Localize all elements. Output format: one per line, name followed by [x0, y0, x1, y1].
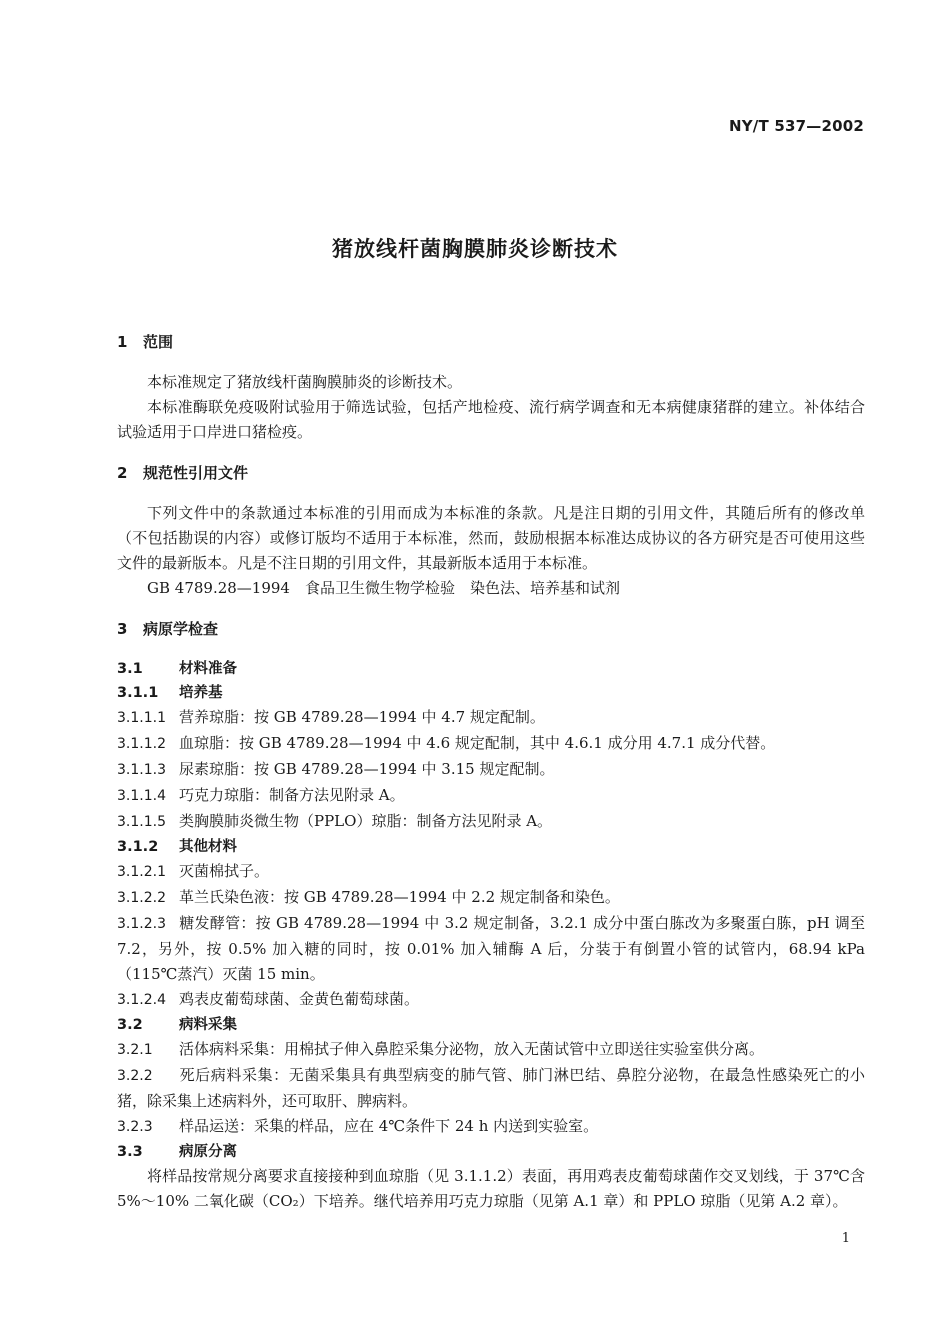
standard-code: NY/T 537—2002: [728, 117, 864, 135]
page-number: 1: [841, 1231, 850, 1246]
section-2-paragraph: 下列文件中的条款通过本标准的引用而成为本标准的条款。凡是注日期的引用文件，其随后所有的修改单（不包括勘误的内容）或修订版均不适用于本标准，然而，鼓励根据本标准达成协议的各方研究是否可使用这些文件的最新版本。凡是不注日期的引用文件，其最新版本适用于本标准。: [117, 504, 865, 572]
clause-item: 3.2.1 活体病料采集：用棉拭子伸入鼻腔采集分泌物，放入无菌试管中立即送往实验室供分离。: [117, 1040, 765, 1058]
clause-item: 3.1.1.4 巧克力琼脂：制备方法见附录 A。: [117, 786, 405, 804]
section-3-1-heading: 3.1 材料准备: [117, 661, 237, 677]
clause-item: 3.1.1.5 类胸膜肺炎微生物（PPLO）琼脂：制备方法见附录 A。: [117, 812, 553, 830]
section-3-3-heading: 3.3 病原分离: [117, 1144, 237, 1160]
section-1-heading: 1 范围: [117, 333, 174, 351]
section-1-paragraph: 本标准规定了猪放线杆菌胸膜肺炎的诊断技术。: [147, 373, 463, 391]
section-2-heading: 2 规范性引用文件: [117, 464, 249, 482]
clause-item: 3.1.1.3 尿素琼脂：按 GB 4789.28—1994 中 3.15 规定配制。: [117, 760, 555, 778]
clause-item: 3.1.2.4 鸡表皮葡萄球菌、金黄色葡萄球菌。: [117, 990, 420, 1008]
section-3-1-1-heading: 3.1.1 培养基: [117, 685, 223, 701]
clause-item: 3.1.2.2 革兰氏染色液：按 GB 4789.28—1994 中 2.2 规定制备和染色。: [117, 888, 620, 906]
section-3-3-paragraph: 将样品按常规分离要求直接接种到血琼脂（见 3.1.1.2）表面，再用鸡表皮葡萄球菌作交叉划线，于 37℃含 5%～10% 二氧化碳（CO₂）下培养。继代培养用巧克力琼脂（见第 A.1 章）和 PPLO 琼脂（见第 A.2 章）。: [117, 1167, 865, 1210]
section-3-2-heading: 3.2 病料采集: [117, 1017, 237, 1033]
section-3-heading: 3 病原学检查: [117, 620, 219, 638]
normative-reference: GB 4789.28—1994 食品卫生微生物学检验 染色法、培养基和试剂: [147, 579, 620, 597]
clause-item: 3.2.2 死后病料采集：无菌采集具有典型病变的肺气管、肺门淋巴结、鼻腔分泌物，在最急性感染死亡的小猪，除采集上述病料外，还可取肝、脾病料。: [117, 1066, 865, 1110]
document-body: [117, 330, 865, 1214]
clause-item: 3.1.1.2 血琼脂：按 GB 4789.28—1994 中 4.6 规定配制，其中 4.6.1 成分用 4.7.1 成分代替。: [117, 734, 776, 752]
section-1-paragraph: 本标准酶联免疫吸附试验用于筛选试验，包括产地检疫、流行病学调查和无本病健康猪群的建立。补体结合试验适用于口岸进口猪检疫。: [117, 398, 865, 441]
clause-item: 3.2.3 样品运送：采集的样品，应在 4℃条件下 24 h 内送到实验室。: [117, 1117, 599, 1135]
clause-item: 3.1.1.1 营养琼脂：按 GB 4789.28—1994 中 4.7 规定配制。: [117, 708, 545, 726]
clause-item: 3.1.2.3 糖发酵管：按 GB 4789.28—1994 中 3.2 规定制备，3.2.1 成分中蛋白胨改为多聚蛋白胨，pH 调至 7.2，另外，按 0.5% 加入糖的同时，按 0.01% 加入辅酶 A 后，分装于有倒置小管的试管内，68.94 kPa（115℃蒸汽）灭菌 15 min。: [117, 914, 865, 983]
section-3-1-2-heading: 3.1.2 其他材料: [117, 839, 237, 855]
document-title: 猪放线杆菌胸膜肺炎诊断技术: [332, 237, 618, 261]
clause-item: 3.1.2.1 灭菌棉拭子。: [117, 862, 270, 880]
